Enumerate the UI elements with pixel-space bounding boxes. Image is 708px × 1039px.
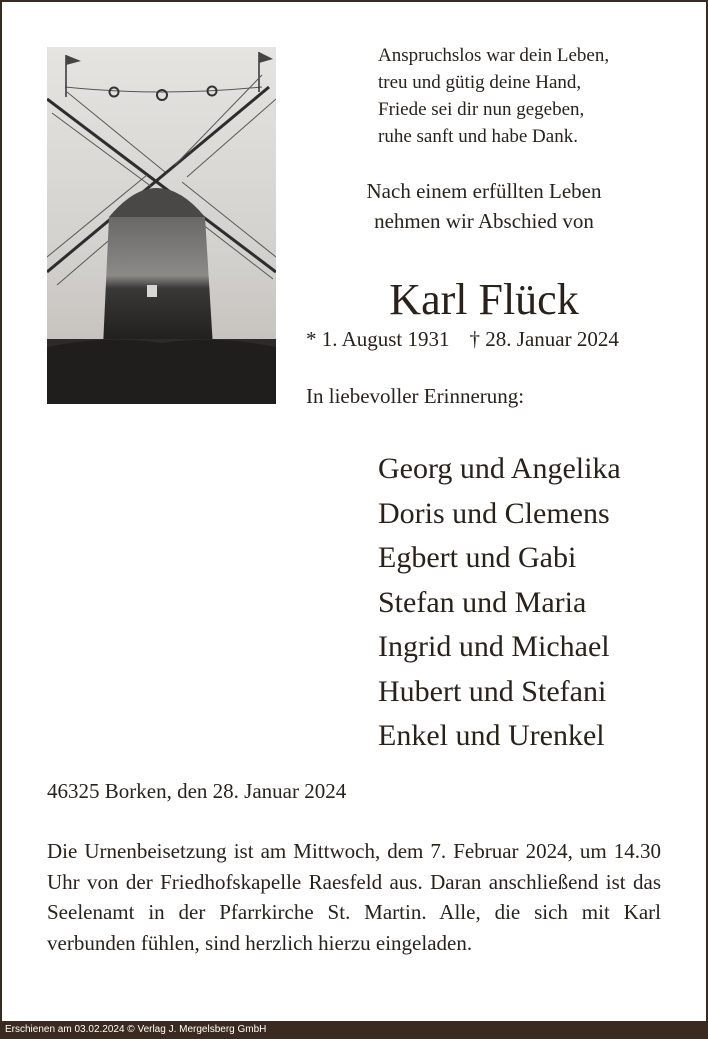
poem-line: Anspruchslos war dein Leben, [378,45,610,66]
windmill-photo [47,47,276,404]
family-member: Stefan und Maria [378,585,587,619]
family-member: Ingrid und Michael [378,630,610,663]
funeral-details: Die Urnenbeisetzung ist am Mittwoch, dem 7. Februar 2024, um 14.30 Uhr von der Friedhofskapelle Raesfeld aus. Daran anschließend ist das Seelenamt in der Pfarrkirche St. Martin. Alle, die sich mit Karl verbunden fühlen, sind herzlich hierzu eingeladen. [47,839,661,955]
intro-line: nehmen wir Abschied von [374,209,594,233]
family-member: Doris und Clemens [378,496,610,530]
family-member: Enkel und Urenkel [378,719,605,752]
intro-text [300,176,668,236]
family-member: Egbert und Gabi [378,541,577,574]
intro-line: Nach einem erfüllten Leben [366,179,602,203]
place-date: 46325 Borken, den 28. Januar 2024 [47,779,347,803]
publication-footer: Erschienen am 03.02.2024 © Verlag J. Mergelsberg GmbH [0,1021,708,1039]
family-list [378,447,621,759]
birth-date: * 1. August 1931 [306,327,450,351]
deceased-name: Karl Flück [389,275,579,324]
family-member: Hubert und Stefani [378,674,607,708]
poem-line: ruhe sanft und habe Dank. [378,126,578,147]
death-date: † 28. Januar 2024 [469,327,619,351]
poem-line: Friede sei dir nun gegeben, [378,99,585,120]
poem-line: treu und gütig deine Hand, [378,72,582,93]
life-dates [306,325,686,353]
windmill-image [47,47,276,404]
memory-line: In liebevoller Erinnerung: [306,384,525,408]
family-member: Georg und Angelika [378,452,621,485]
poem [378,42,678,150]
